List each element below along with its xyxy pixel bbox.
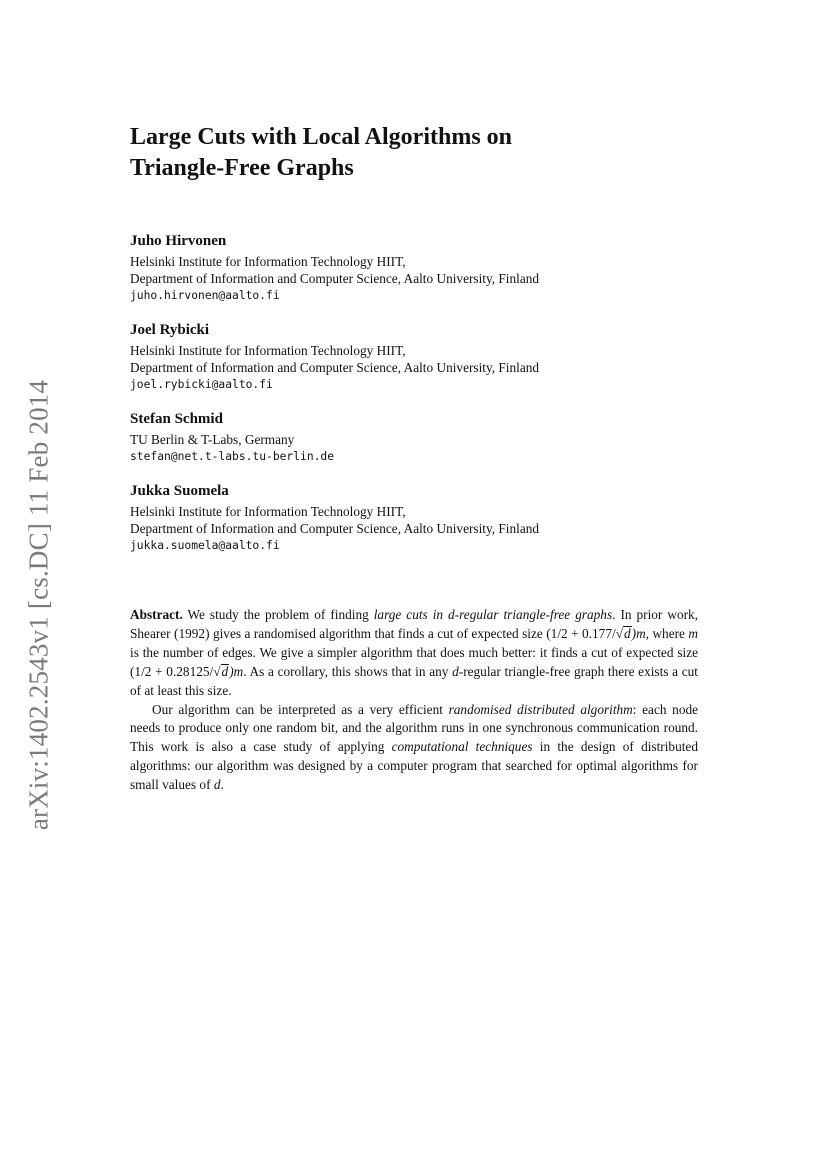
author-email[interactable]: stefan@net.t-labs.tu-berlin.de [130,450,335,463]
math-part: )m [631,625,646,641]
math-variable: d [624,625,631,641]
abstract-paragraph-1 [130,606,698,701]
author-affiliation: Helsinki Institute for Information Technology HIIT, [130,343,406,358]
sqrt-radicand [623,626,632,641]
author-name: Joel Rybicki [130,322,210,338]
paper-title [130,122,690,184]
math-expression: (1/2 + 0.28125/√d)m [130,663,244,679]
abstract-text: . In prior work, Shearer (1992) gives a randomised algorithm that finds a cut of expected size [130,607,699,641]
author-affiliation: Department of Information and Computer Science, Aalto University, Finland [130,521,540,536]
abstract-text: is the number of edges. We give a simpler algorithm that does much better: it finds a cut of expected size [130,644,698,660]
abstract-emphasis: computational techniques [391,739,533,755]
author-name: Juho Hirvonen [130,233,227,249]
title-line-2: Triangle-Free Graphs [130,155,354,181]
abstract-text: . As a corollary, this shows that in any [243,663,453,679]
math-variable: m [688,625,698,641]
abstract-text: Our algorithm can be interpreted as a very efficient [152,701,449,717]
author-email[interactable]: juho.hirvonen@aalto.fi [130,289,280,302]
author-email[interactable]: jukka.suomela@aalto.fi [130,539,280,552]
abstract-text: in the design of distributed algorithms: our algorithm was designed by a computer program that searched for optimal algorithms for small values of [130,739,698,793]
abstract-text: , where [645,625,689,641]
author-block [130,410,710,465]
math-part: (1/2 + 0.177/ [546,625,616,641]
author-affiliation: Department of Information and Computer Science, Aalto University, Finland [130,271,540,286]
author-affiliation: Department of Information and Computer Science, Aalto University, Finland [130,360,540,375]
author-name: Stefan Schmid [130,411,223,427]
author-block [130,232,710,304]
arxiv-stamp [22,370,56,840]
author-affiliation: Helsinki Institute for Information Technology HIIT, [130,504,406,519]
author-affiliation: Helsinki Institute for Information Technology HIIT, [130,254,406,269]
abstract-text: We study the problem of finding [182,607,374,622]
math-part: )m [229,663,244,679]
math-variable: d [452,663,459,679]
author-block [130,482,710,554]
math-expression: (1/2 + 0.177/√d)m [546,625,646,641]
abstract-paragraph-2 [130,701,698,796]
author-email[interactable]: joel.rybicki@aalto.fi [130,378,273,391]
author-block [130,321,710,393]
math-part: (1/2 + 0.28125/ [130,663,214,679]
abstract-text: -regular triangle-free graph there exists a cut of at least this size. [130,663,698,698]
abstract-text: : each node needs to produce only one random bit, and the algorithm runs in one synchronous communication round. This work is also a case study of applying [130,701,699,755]
sqrt-radicand [221,664,230,679]
abstract-emphasis: randomised distributed algorithm [448,701,633,717]
author-name: Jukka Suomela [130,483,229,499]
abstract-heading: Abstract. [130,607,183,622]
abstract-emphasis: large cuts in d-regular triangle-free graphs [373,607,613,622]
title-line-1: Large Cuts with Local Algorithms on [130,124,513,150]
author-list [130,232,710,571]
abstract-text: . [220,777,224,793]
author-affiliation: TU Berlin & T-Labs, Germany [130,432,295,447]
arxiv-stamp-text: arXiv:1402.2543v1 [cs.DC] 11 Feb 2014 [23,379,54,831]
math-variable: d [213,777,221,793]
abstract [130,606,698,795]
math-variable: d [221,663,229,679]
